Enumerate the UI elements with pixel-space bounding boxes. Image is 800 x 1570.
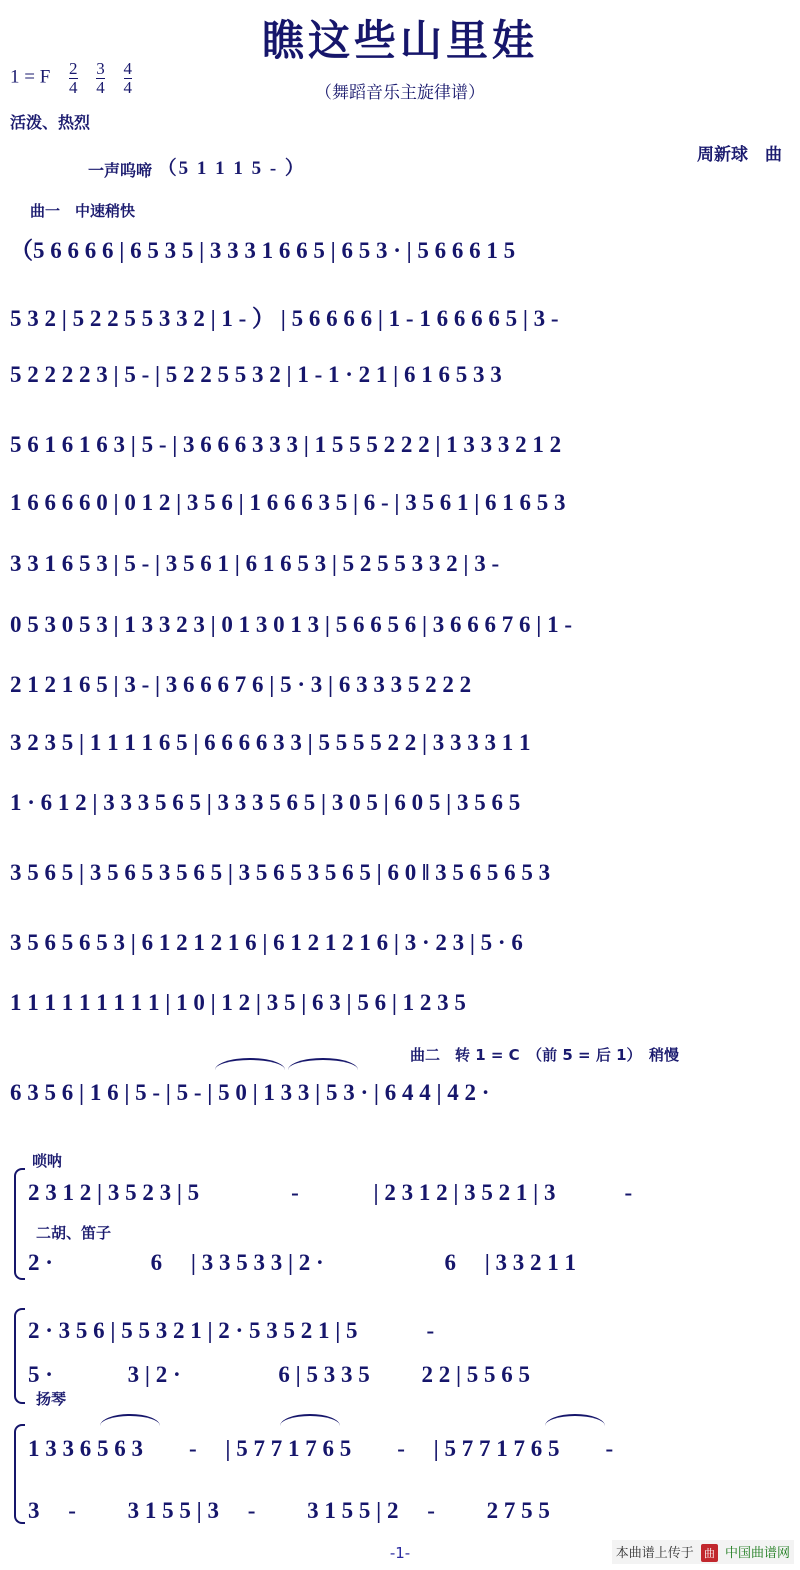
music-row: 0 5 3 0 5 3 | 1 3 3 2 3 | 0 1 3 0 1 3 | 5 6 6 5 6 | 3 6 6 6 7 6 | 1 - [10,612,572,637]
key-label: 1 = F [10,66,51,88]
key-signature-block [10,60,132,97]
slur-mark [215,1058,285,1070]
music-row-suona: 2 · 3 5 6 | 5 5 3 2 1 | 2 · 5 3 5 2 1 | 5 - [28,1318,435,1343]
tempo-expression-mark: 活泼、热烈 [10,113,91,132]
section-label-2: 曲二 转 1 = C （前 5 = 后 1） 稍慢 [410,1046,680,1064]
instrument-label-erhu-dizi: 二胡、笛子 [36,1224,112,1242]
page-title: 瞧这些山里娃 [261,16,538,65]
music-row: 1 6 6 6 6 0 | 0 1 2 | 3 5 6 | 1 6 6 6 3 5 | 6 - | 3 5 6 1 | 6 1 6 5 3 [10,490,566,515]
music-row: 2 1 2 1 6 5 | 3 - | 3 6 6 6 7 6 | 5 · 3 | 6 3 3 3 5 2 2 2 [10,672,472,697]
credit-badge-icon: 曲 [701,1544,718,1562]
section-label-1: 曲一 中速稍快 [30,202,136,220]
intro-notes: （5 1 1 1 5 - ） [157,158,306,179]
music-row: 5 2 2 2 2 3 | 5 - | 5 2 2 5 5 3 2 | 1 - 1 · 2 1 | 6 1 6 5 3 3 [10,362,502,387]
credit-brand: 中国曲谱网 [724,1546,790,1561]
music-row-yangqin: 3 - 3 1 5 5 | 3 - 3 1 5 5 | 2 - 2 7 5 5 [28,1498,550,1523]
slur-mark [280,1414,340,1426]
slur-mark [545,1414,605,1426]
page-number: -1- [389,1544,411,1562]
music-row: 5 6 1 6 1 6 3 | 5 - | 3 6 6 6 3 3 3 | 1 5 5 5 2 2 2 | 1 3 3 3 2 1 2 [10,432,562,457]
music-row: 1 · 6 1 2 | 3 3 3 5 6 5 | 3 3 3 5 6 5 | 3 0 5 | 6 0 5 | 3 5 6 5 [10,790,521,815]
music-row-yangqin: 1 3 3 6 5 6 3 - | 5 7 7 1 7 6 5 - | 5 7 7 1 7 6 5 - [28,1436,614,1461]
page-subtitle: （舞蹈音乐主旋律谱） [315,83,485,103]
composer-credit: 周新球 曲 [697,145,782,165]
music-row: 3 5 6 5 6 5 3 | 6 1 2 1 2 1 6 | 6 1 2 1 2 1 6 | 3 · 2 3 | 5 · 6 [10,930,523,955]
music-row: 6 3 5 6 | 1 6 | 5 - | 5 - | 5 0 | 1 3 3 | 5 3 · | 6 4 4 | 4 2 · [10,1080,490,1105]
slur-mark [100,1414,160,1426]
system-brace [14,1308,25,1404]
site-credit [612,1540,794,1564]
credit-text: 本曲谱上传于 [615,1546,694,1561]
meter-4-4: $\frac{4}{4}$ [123,59,133,97]
slur-mark [288,1058,358,1070]
meter-2-4: $\frac{2}{4}$ [69,59,78,97]
music-row-erhu-dizi: 5 · 3 | 2 · 6 | 5 3 3 5 2 2 | 5 5 6 5 [28,1362,531,1387]
meter-3-4: $\frac{3}{4}$ [96,59,105,97]
instrument-label-suona: 唢呐 [32,1152,63,1170]
music-row: 5 3 2 | 5 2 2 5 5 3 3 2 | 1 - ） | 5 6 6 6 6 | 1 - 1 6 6 6 6 5 | 3 - [10,306,559,331]
music-row: 1 1 1 1 1 1 1 1 1 | 1 0 | 1 2 | 3 5 | 6 3 | 5 6 | 1 2 3 5 [10,990,466,1015]
system-brace [14,1168,25,1280]
music-row-erhu-dizi: 2 · 6 | 3 3 5 3 3 | 2 · 6 | 3 3 2 1 1 [28,1250,577,1275]
music-row: （5 6 6 6 6 | 6 5 3 5 | 3 3 3 1 6 6 5 | 6 5 3 · | 5 6 6 6 1 5 [10,238,516,263]
intro-label: 一声呜啼 [88,161,153,180]
system-brace [14,1424,25,1524]
music-row: 3 5 6 5 | 3 5 6 5 3 5 6 5 | 3 5 6 5 3 5 6 5 | 6 0 ‖ 3 5 6 5 6 5 3 [10,860,551,885]
instrument-label-yangqin: 扬琴 [36,1390,67,1408]
intro-lyric-line [88,155,306,182]
music-row: 3 2 3 5 | 1 1 1 1 6 5 | 6 6 6 6 3 3 | 5 5 5 5 2 2 | 3 3 3 3 1 1 [10,730,531,755]
music-row-suona: 2 3 1 2 | 3 5 2 3 | 5 - | 2 3 1 2 | 3 5 2 1 | 3 - [28,1180,633,1205]
music-row: 3 3 1 6 5 3 | 5 - | 3 5 6 1 | 6 1 6 5 3 | 5 2 5 5 3 3 2 | 3 - [10,551,500,576]
